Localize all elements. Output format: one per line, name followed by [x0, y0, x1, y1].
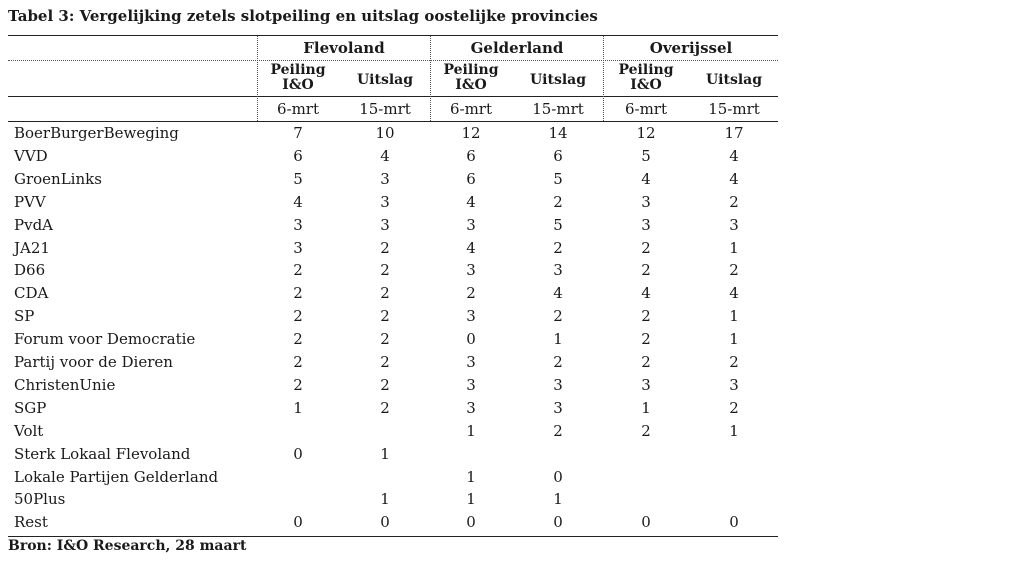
seat-value: 3: [380, 169, 390, 188]
seat-value: 3: [380, 215, 390, 234]
seat-value: 0: [293, 513, 303, 532]
seat-value: 2: [380, 284, 390, 303]
seat-value: 0: [466, 513, 476, 532]
seat-value: 3: [466, 353, 476, 371]
seat-value: 3: [553, 398, 563, 417]
seat-value: 1: [466, 421, 476, 440]
seat-value: 2: [729, 192, 739, 211]
seat-value: 0: [553, 513, 563, 532]
party-name: Lokale Partijen Gelderland: [14, 467, 219, 486]
seat-value: 0: [293, 444, 303, 463]
seat-value: 1: [293, 398, 303, 417]
seat-value: 3: [293, 215, 303, 234]
seat-value: 3: [293, 238, 303, 257]
seat-value: 5: [553, 215, 563, 234]
seat-value: 3: [553, 375, 563, 394]
date-peiling: 6-mrt: [449, 100, 493, 118]
seat-value: 2: [729, 353, 739, 371]
seat-value: 2: [641, 261, 651, 280]
party-name: Partij voor de Dieren: [14, 353, 173, 371]
seat-value: 4: [641, 284, 651, 303]
seat-value: 4: [729, 146, 739, 165]
seat-value: 0: [729, 513, 739, 532]
seat-value: 6: [466, 146, 476, 165]
party-name: ChristenUnie: [14, 375, 116, 394]
party-name: Rest: [14, 513, 48, 532]
seat-value: 17: [724, 124, 744, 142]
date-uitslag: 15-mrt: [532, 100, 584, 118]
seat-value: 0: [641, 513, 651, 532]
seat-value: 3: [729, 375, 739, 394]
seat-value: 1: [466, 490, 476, 509]
header-bottom-rule: [8, 121, 778, 122]
date-uitslag: 15-mrt: [359, 100, 411, 118]
seat-value: 1: [729, 330, 739, 349]
table-title: Tabel 3: Vergelijking zetels slotpeiling en uitslag oostelijke provincies: [8, 7, 598, 25]
date-peiling: 6-mrt: [624, 100, 668, 118]
source-note: Bron: I&O Research, 28 maart: [8, 538, 247, 554]
seat-value: 2: [293, 284, 303, 303]
seat-value: 6: [293, 146, 303, 165]
subheader-peiling-line1: Peiling: [618, 62, 674, 78]
seat-value: 3: [466, 398, 476, 417]
party-name: SGP: [14, 398, 47, 417]
seat-value: 3: [466, 375, 476, 394]
party-name: CDA: [14, 284, 49, 303]
seat-value: 3: [466, 215, 476, 234]
seat-value: 2: [293, 330, 303, 349]
seat-value: 3: [641, 375, 651, 394]
subheader-rule: [8, 96, 778, 97]
subheader-uitslag: Uitslag: [356, 72, 414, 88]
seat-value: 2: [293, 375, 303, 394]
party-name: D66: [14, 261, 46, 280]
party-name: Sterk Lokaal Flevoland: [14, 444, 191, 463]
seat-value: 1: [380, 490, 390, 509]
seat-value: 2: [380, 398, 390, 417]
seat-value: 4: [729, 169, 739, 188]
seat-value: 2: [553, 353, 563, 371]
seat-value: 0: [466, 330, 476, 349]
seat-value: 5: [553, 169, 563, 188]
seat-value: 2: [641, 353, 651, 371]
seat-value: 2: [466, 284, 476, 303]
subheader-peiling-line2: I&O: [630, 77, 662, 93]
bottom-rule: [8, 536, 778, 537]
seat-value: 1: [466, 467, 476, 486]
seat-value: 2: [293, 353, 303, 371]
seat-value: 4: [553, 284, 563, 303]
subheader-peiling: [608, 63, 684, 93]
seat-value: 3: [729, 215, 739, 234]
date-peiling: 6-mrt: [276, 100, 320, 118]
date-uitslag: 15-mrt: [708, 100, 760, 118]
seat-value: 5: [293, 169, 303, 188]
subheader-peiling: [262, 63, 334, 93]
seat-value: 2: [293, 307, 303, 326]
seat-value: 1: [380, 444, 390, 463]
seat-value: 3: [466, 307, 476, 326]
seat-value: 2: [380, 330, 390, 349]
region-header-overijssel: Overijssel: [649, 39, 733, 57]
seat-value: 2: [380, 238, 390, 257]
party-name: Forum voor Democratie: [14, 330, 196, 349]
region-header-gelderland: Gelderland: [470, 39, 564, 57]
party-name: BoerBurgerBeweging: [14, 124, 179, 142]
seat-value: 12: [636, 124, 656, 142]
seat-value: 2: [641, 307, 651, 326]
seat-value: 2: [729, 261, 739, 280]
seat-value: 10: [375, 124, 395, 142]
seat-value: 3: [466, 261, 476, 280]
seat-value: 1: [729, 307, 739, 326]
party-name: GroenLinks: [14, 169, 102, 188]
seat-value: 0: [380, 513, 390, 532]
party-name: JA21: [14, 238, 50, 257]
seat-value: 2: [380, 261, 390, 280]
party-name: VVD: [14, 146, 48, 165]
seat-value: 1: [729, 421, 739, 440]
top-rule: [8, 35, 778, 36]
seat-value: 2: [380, 375, 390, 394]
region-header-flevoland: Flevoland: [303, 39, 385, 57]
seat-value: 12: [461, 124, 481, 142]
seat-value: 3: [553, 261, 563, 280]
seat-value: 3: [380, 192, 390, 211]
seat-value: 1: [553, 490, 563, 509]
party-name: SP: [14, 307, 35, 326]
subheader-peiling-line2: I&O: [282, 77, 314, 93]
party-name: 50Plus: [14, 490, 66, 509]
seat-value: 2: [641, 421, 651, 440]
seat-value: 2: [380, 353, 390, 371]
subheader-peiling-line1: Peiling: [270, 62, 326, 78]
party-name: Volt: [14, 421, 44, 440]
seat-value: 3: [641, 215, 651, 234]
seat-value: 0: [553, 467, 563, 486]
seat-value: 1: [729, 238, 739, 257]
seat-value: 4: [466, 238, 476, 257]
seat-value: 2: [641, 330, 651, 349]
seat-value: 1: [641, 398, 651, 417]
seat-value: 1: [553, 330, 563, 349]
seat-value: 2: [553, 238, 563, 257]
seat-value: 3: [641, 192, 651, 211]
seat-value: 4: [729, 284, 739, 303]
seat-value: 7: [293, 124, 303, 142]
seat-value: 6: [466, 169, 476, 188]
subheader-peiling: [435, 63, 507, 93]
seat-value: 4: [293, 192, 303, 211]
seat-value: 2: [641, 238, 651, 257]
region-rule: [8, 60, 778, 61]
party-name: PvdA: [14, 215, 54, 234]
seat-value: 2: [553, 192, 563, 211]
subheader-uitslag: Uitslag: [705, 72, 763, 88]
seat-value: 2: [293, 261, 303, 280]
seat-value: 4: [466, 192, 476, 211]
seat-value: 14: [548, 124, 568, 142]
seat-value: 5: [641, 146, 651, 165]
seat-value: 4: [380, 146, 390, 165]
seat-value: 2: [553, 421, 563, 440]
seat-value: 4: [641, 169, 651, 188]
subheader-uitslag: Uitslag: [529, 72, 587, 88]
subheader-peiling-line2: I&O: [455, 77, 487, 93]
subheader-peiling-line1: Peiling: [443, 62, 499, 78]
seat-value: 2: [729, 398, 739, 417]
seat-value: 6: [553, 146, 563, 165]
seat-value: 2: [380, 307, 390, 326]
party-name: PVV: [14, 192, 46, 211]
seat-value: 2: [553, 307, 563, 326]
